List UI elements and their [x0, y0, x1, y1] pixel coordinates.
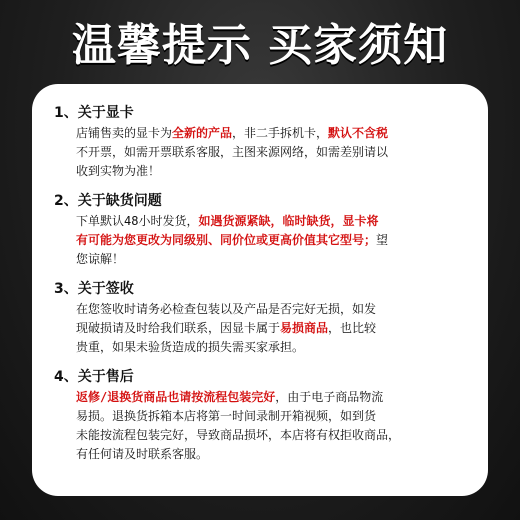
section-graphics-card [54, 102, 468, 181]
highlight-text: 全新的产品 [172, 126, 233, 140]
body-line [76, 445, 468, 464]
section-body [76, 388, 468, 464]
highlight-text: 如遇货源紧缺，临时缺货，显卡将 [198, 214, 379, 228]
body-text: 不开票，如需开票联系客服，主图来源网络，如需差别请以 [76, 145, 389, 159]
body-line [76, 162, 468, 181]
body-text: 店铺售卖的显卡为 [76, 126, 173, 140]
body-line [76, 212, 468, 231]
body-line [76, 319, 468, 338]
poster-title: 温馨提示 买家须知 [71, 20, 449, 71]
section-heading: 4、关于售后 [54, 369, 134, 385]
section-after-sales [54, 366, 468, 464]
body-text: 未能按流程包装完好，导致商品损坏，本店将有权拒收商品， [76, 428, 401, 442]
body-line [76, 250, 468, 269]
body-line [76, 124, 468, 143]
body-line [76, 426, 468, 445]
section-heading: 1、关于显卡 [54, 105, 134, 121]
body-text: ，由于电子商品物流 [275, 390, 384, 404]
body-text: 贵重，如果未验货造成的损失需买家承担。 [76, 340, 305, 354]
body-text: 收到实物为准！ [76, 164, 161, 178]
highlight-text: 返修/退换货商品也请按流程包装完好 [76, 390, 276, 404]
section-body [76, 212, 468, 269]
highlight-text: 默认不含税 [328, 126, 389, 140]
section-out-of-stock [54, 190, 468, 269]
body-text: 望 [376, 233, 389, 247]
body-text: 有任何请及时联系客服。 [76, 447, 209, 461]
highlight-text: 有可能为您更改为同级别、同价位或更高价值其它型号； [76, 233, 377, 247]
section-receipt [54, 278, 468, 357]
body-text: 您谅解！ [76, 252, 125, 266]
body-line [76, 407, 468, 426]
notice-card [32, 84, 488, 496]
body-line [76, 231, 468, 250]
body-text: ，非二手拆机卡， [232, 126, 329, 140]
body-text: ，也比较 [328, 321, 377, 335]
body-line [76, 338, 468, 357]
section-heading: 3、关于签收 [54, 281, 134, 297]
body-text: 在您签收时请务必检查包装以及产品是否完好无损，如发 [76, 302, 377, 316]
body-line [76, 300, 468, 319]
highlight-text: 易损商品 [280, 321, 329, 335]
section-heading: 2、关于缺货问题 [54, 193, 162, 209]
body-text: 现破损请及时给我们联系，因显卡属于 [76, 321, 281, 335]
section-body [76, 124, 468, 181]
body-line [76, 388, 468, 407]
body-line [76, 143, 468, 162]
body-text: 易损。退换货拆箱本店将第一时间录制开箱视频，如到货 [76, 409, 377, 423]
section-body [76, 300, 468, 357]
body-text: 下单默认48小时发货， [76, 214, 199, 228]
